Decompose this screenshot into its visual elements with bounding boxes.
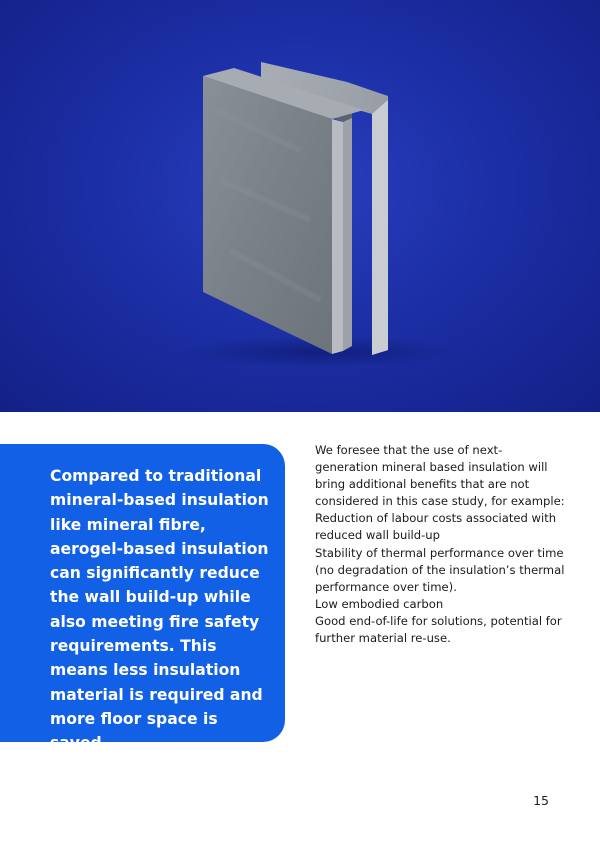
hero-image <box>0 0 600 412</box>
list-item: Good end-of-life for solutions, potential for further material re-use. <box>315 613 562 646</box>
intro-paragraph: We foresee that the use of next-generation mineral based insulation will bring additional benefits that are not considered in this case study, for example: <box>315 443 565 509</box>
page-number: 15 <box>533 793 549 808</box>
callout-box <box>0 444 285 753</box>
insulation-panels-icon <box>0 0 600 412</box>
callout-text: Compared to traditional mineral-based insulation like mineral fibre, aerogel-based insulation can significantly reduce the wall build-up while also meeting fire safety requirements. This means less insulation material is required and more floor space is saved. <box>50 467 269 753</box>
benefits-text <box>315 442 565 647</box>
list-item: Reduction of labour costs associated with reduced wall build-up <box>315 511 557 543</box>
list-item: Low embodied carbon <box>315 596 444 611</box>
list-item: Stability of thermal performance over time (no degradation of the insulation’s thermal performance over time). <box>315 545 565 594</box>
